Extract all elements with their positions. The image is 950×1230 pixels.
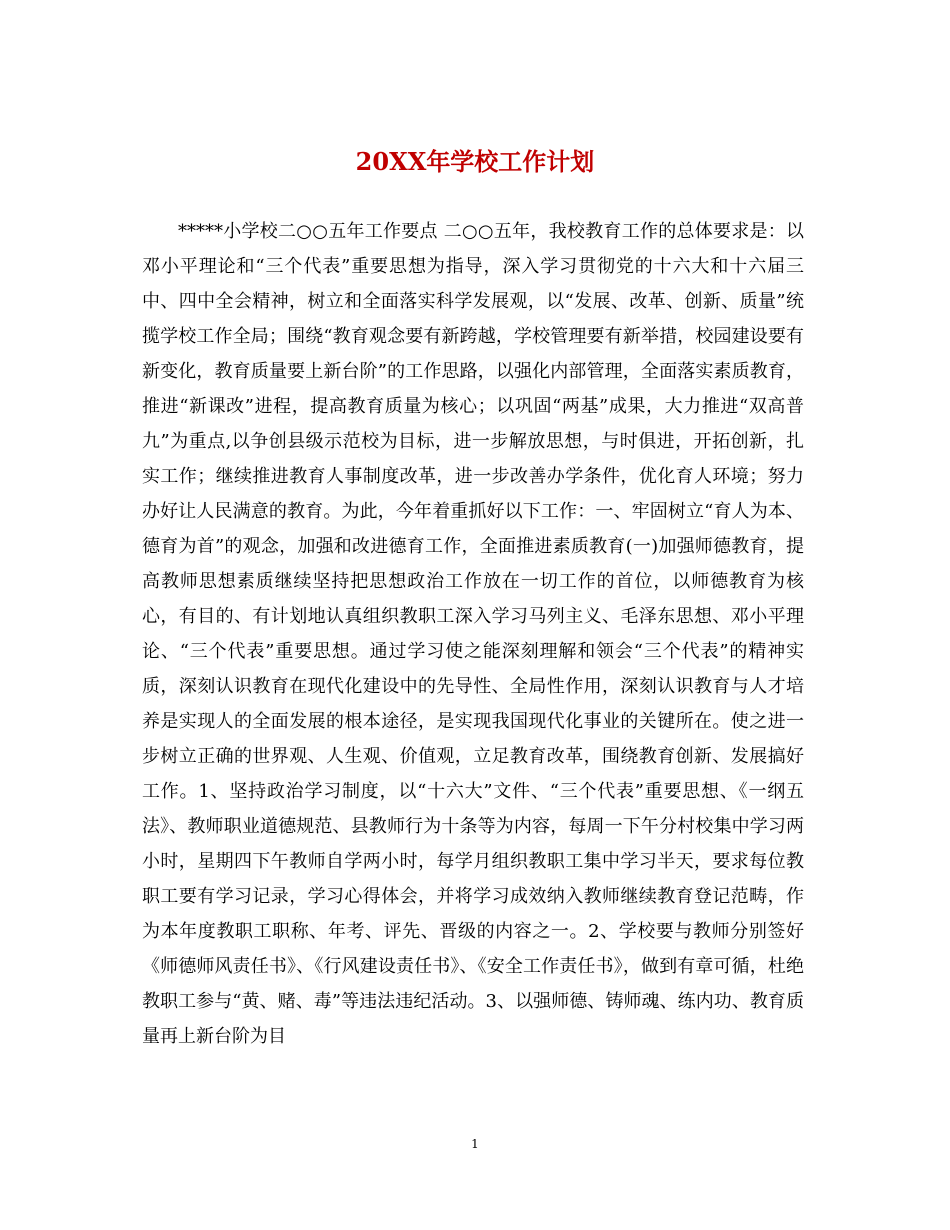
page-number: 1 bbox=[471, 1137, 479, 1151]
document-body-paragraph: *****小学校二○○五年工作要点 二○○五年，我校教育工作的总体要求是：以邓小平理论和“三个代表”重要思想为指导，深入学习贯彻党的十六大和十六届三中、四中全会精神，树立和全面落实科学发展观，以“发展、改革、创新、质量”统揽学校工作全局；围绕“教育观念要有新跨越，学校管理要有新举措，校园建设要有新变化，教育质量要上新台阶”的工作思路，以强化内部管理，全面落实素质教育，推进“新课改”进程，提高教育质量为核心；以巩固“两基”成果，大力推进“双高普九”为重点,以争创县级示范校为目标，进一步解放思想，与时俱进，开拓创新，扎实工作；继续推进教育人事制度改革，进一步改善办学条件，优化育人环境；努力办好让人民满意的教育。为此，今年着重抓好以下工作：一、牢固树立“育人为本、德育为首”的观念，加强和改进德育工作，全面推进素质教育(一)加强师德教育，提高教师思想素质继续坚持把思想政治工作放在一切工作的首位，以师德教育为核心，有目的、有计划地认真组织教职工深入学习马列主义、毛泽东思想、邓小平理论、“三个代表”重要思想。通过学习使之能深刻理解和领会“三个代表”的精神实质，深刻认识教育在现代化建设中的先导性、全局性作用，深刻认识教育与人才培养是实现人的全面发展的根本途径，是实现我国现代化事业的关键所在。使之进一步树立正确的世界观、人生观、价值观，立足教育改革，围绕教育创新、发展搞好工作。1、坚持政治学习制度，以“十六大”文件、“三个代表”重要思想、《一纲五法》、教师职业道德规范、县教师行为十条等为内容，每周一下午分村校集中学习两小时，星期四下午教师自学两小时，每学月组织教职工集中学习半天，要求每位教职工要有学习记录，学习心得体会，并将学习成效纳入教师继续教育登记范畴，作为本年度教职工职称、年考、评先、晋级的内容之一。2、学校要与教师分别签好《师德师风责任书》、《行风建设责任书》、《安全工作责任书》，做到有章可循，杜绝教职工参与“黄、赌、毒”等违法违纪活动。3、以强师德、铸师魂、练内功、教育质量再上新台阶为目 bbox=[142, 221, 804, 1047]
document-title: 20XX年学校工作计划 bbox=[355, 147, 595, 176]
